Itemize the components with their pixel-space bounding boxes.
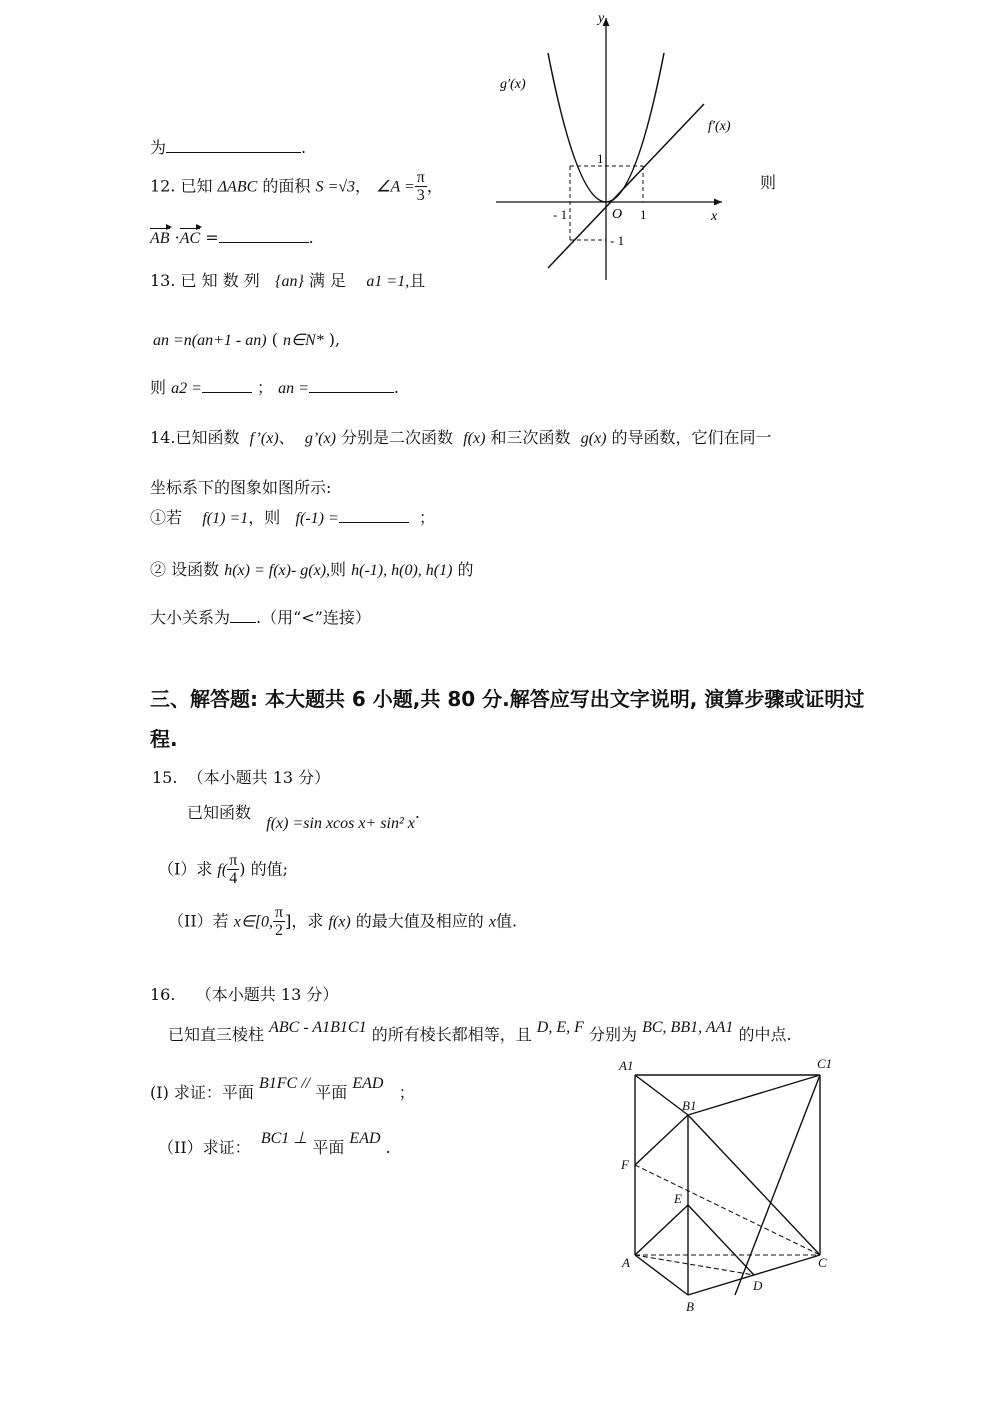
label-c1: C1 bbox=[817, 1056, 833, 1071]
label-e: E bbox=[674, 1191, 682, 1206]
q13-line2: an =n(an+1 - an) ( n∈N* ), bbox=[153, 330, 341, 349]
q15-part1: （Ⅰ）求 f( $\frac{\pi}{4}$ ) 的值; bbox=[158, 852, 289, 887]
derivative-graph bbox=[490, 8, 750, 283]
q13-line3: 则 a2 = ； an = . bbox=[150, 378, 399, 397]
q15-part2: （II）若 x∈[0, $\frac{\pi}{2}$ ]，求 f(x) 的最大值及相应的 x值. bbox=[168, 904, 518, 939]
q12-answer-blank[interactable] bbox=[219, 228, 309, 243]
q15-pi-over-4: $\frac{\pi}{4}$ bbox=[229, 852, 238, 887]
label-b: B bbox=[686, 1299, 694, 1314]
q13-a2-blank[interactable] bbox=[202, 378, 252, 393]
q14-order-blank[interactable] bbox=[230, 608, 256, 623]
label-b1: B1 bbox=[682, 1098, 697, 1113]
x-label: x bbox=[711, 209, 718, 224]
q13-an-blank[interactable] bbox=[309, 378, 394, 393]
vector-ac: AC bbox=[179, 230, 201, 247]
q14-cond3: 大小关系为 .（用“<”连接） bbox=[150, 608, 371, 627]
q14-cond2: ② 设函数 h(x) = f(x)- g(x),则 h(-1), h(0), h(1) 的 bbox=[150, 560, 474, 579]
q16-intro: 已知直三棱柱 ABC - A1B1C1 的所有棱长都相等，且 D, E, F 分别为 BC, BB1, AA1 的中点. bbox=[168, 1019, 792, 1044]
q16-part2: （II）求证： BC1 ⊥ 平面 EAD . bbox=[158, 1130, 391, 1157]
x-tick-neg1: - 1 bbox=[553, 207, 568, 222]
q15-intro: 已知函数 f(x) =sin xcos x+ sin² x. bbox=[187, 803, 420, 832]
x-axis-arrow bbox=[714, 199, 722, 206]
q12-angle-fraction: $\frac{\pi}{3}$ bbox=[416, 169, 425, 204]
q11-answer-blank[interactable] bbox=[166, 138, 301, 153]
q14-line2: 坐标系下的图象如图所示: bbox=[150, 478, 332, 497]
q13-line1: 13. 已 知 数 列 {an} 满 足 a1 =1,且 bbox=[150, 271, 426, 290]
f-prime-line bbox=[548, 104, 704, 268]
section3-title: 三、解答题: 本大题共 6 小题,共 80 分.解答应写出文字说明, 演算步骤或证明过 bbox=[150, 687, 865, 711]
q12-line2: AB ·AC = . bbox=[150, 228, 314, 247]
section3-title-cont: 程. bbox=[150, 727, 178, 751]
label-a1: A1 bbox=[619, 1058, 634, 1073]
q15-pi-over-2: $\frac{\pi}{2}$ bbox=[275, 904, 284, 939]
q14-cond1: ①若 f(1) =1，则 f(-1) = ； bbox=[150, 508, 435, 527]
q12-line1: 12. 已知 ΔABC 的面积 S =√3， ∠A = $\frac{\pi}{3}$ ， bbox=[150, 169, 443, 204]
f-prime-label: f′(x) bbox=[708, 119, 731, 134]
y-label: y bbox=[598, 11, 605, 26]
q14-f-neg1-blank[interactable] bbox=[339, 508, 409, 523]
origin-label: O bbox=[612, 207, 623, 222]
prism-hidden-edges bbox=[635, 1165, 820, 1275]
q11-tail: 为 . bbox=[150, 138, 307, 157]
vector-ab: AB bbox=[150, 230, 170, 247]
prism-solid-edges bbox=[635, 1075, 820, 1295]
q16-header: 16. （本小题共 13 分） bbox=[150, 985, 339, 1004]
q15-header: 15. （本小题共 13 分） bbox=[152, 768, 331, 787]
y-tick-1: 1 bbox=[597, 151, 604, 166]
g-prime-label: g′(x) bbox=[500, 77, 526, 92]
q16-part1: (I) 求证：平面 B1FC // 平面 EAD ； bbox=[150, 1075, 415, 1102]
label-d: D bbox=[753, 1278, 763, 1293]
label-c: C bbox=[818, 1255, 827, 1270]
label-a: A bbox=[622, 1255, 630, 1270]
y-tick-neg1: - 1 bbox=[610, 233, 625, 248]
label-f: F bbox=[621, 1157, 629, 1172]
q14-line1: 14.已知函数 f’(x)、 g’(x) 分别是二次函数 f(x) 和三次函数 g(x) 的导函数，它们在同一 bbox=[150, 428, 772, 447]
prism-figure bbox=[610, 1050, 855, 1320]
x-tick-1: 1 bbox=[640, 207, 647, 222]
q12-then: 则 bbox=[760, 173, 777, 192]
